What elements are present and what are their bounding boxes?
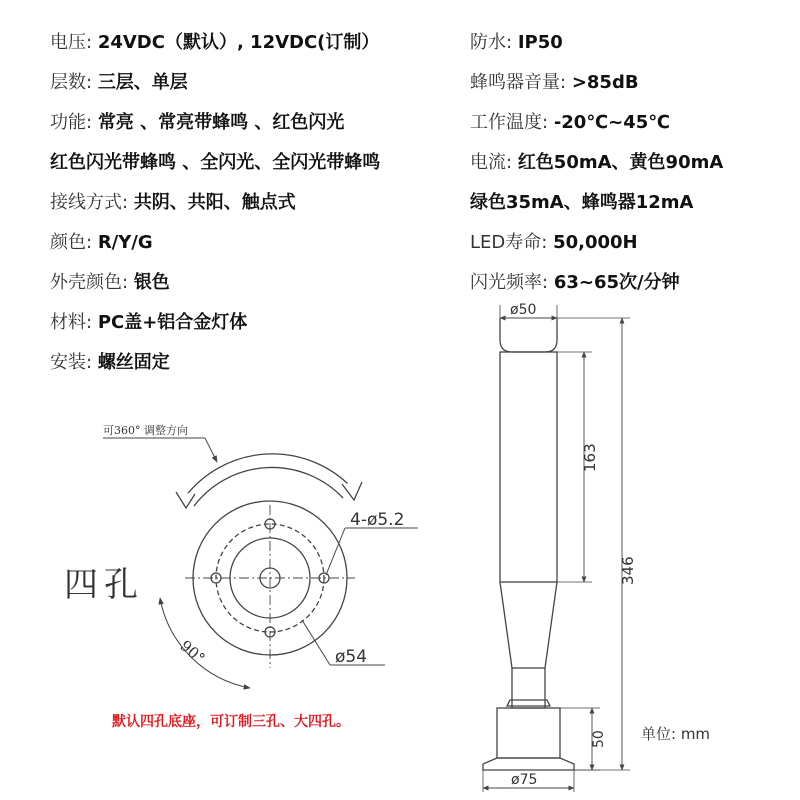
pole-collar	[507, 700, 550, 706]
spec-label: 接线方式:	[50, 192, 129, 213]
rotation-arrow-right	[342, 482, 362, 500]
spec-label: 材料:	[50, 312, 93, 333]
spec-value: 银色	[133, 272, 170, 293]
rotation-arc	[185, 454, 352, 497]
base-flange	[483, 758, 574, 770]
diameter-label: ø54	[335, 647, 368, 667]
unit-label: 单位: mm	[641, 725, 711, 743]
spec-label: 功能:	[50, 112, 93, 133]
spec-label: 蜂鸣器音量:	[470, 72, 567, 93]
spec-value: 螺丝固定	[97, 352, 170, 373]
rotate-label: 可360° 调整方向	[103, 424, 188, 437]
angle-label: 90°	[176, 636, 209, 668]
spec-value: 红色闪光带蜂鸣 、全闪光、全闪光带蜂鸣	[50, 152, 381, 173]
spec-label: 颜色:	[50, 232, 93, 253]
top-diameter-label: ø50	[510, 302, 537, 318]
lens-cap	[500, 318, 557, 352]
spec-value: 24VDC（默认）, 12VDC(订制）	[97, 32, 380, 53]
spec-label: 电流:	[470, 152, 513, 173]
spec-value: 三层、单层	[97, 72, 188, 93]
spec-label: 层数:	[50, 72, 93, 93]
spec-value: 红色50mA、黄色90mA	[517, 152, 724, 173]
spec-value: IP50	[517, 32, 563, 53]
spec-label: 电压:	[50, 32, 93, 53]
spec-value: 常亮 、常亮带蜂鸣 、红色闪光	[97, 112, 345, 133]
pole	[512, 668, 545, 708]
spec-label: 闪光频率:	[470, 272, 549, 293]
holes-name-label: 四孔	[64, 565, 144, 605]
spec-value: PC盖+铝合金灯体	[97, 312, 248, 333]
body-taper	[500, 582, 557, 668]
total-height-label: 346	[619, 556, 637, 585]
spec-label: 工作温度:	[470, 112, 549, 133]
spec-value: >85dB	[571, 72, 639, 93]
spec-label: LED寿命:	[470, 232, 548, 253]
spec-value: 绿色35mA、蜂鸣器12mA	[470, 192, 694, 213]
base-top-view	[64, 423, 418, 688]
base-height-label: 50	[591, 730, 607, 748]
rotation-arc-inner	[194, 467, 343, 506]
spec-label: 防水:	[470, 32, 513, 53]
spec-value: 50,000H	[553, 232, 638, 253]
custom-base-note: 默认四孔底座，可订制三孔、大四孔。	[112, 714, 350, 730]
spec-value: -20℃~45℃	[553, 112, 671, 133]
base-diameter-label: ø75	[511, 772, 538, 788]
spec-value: 共阴、共阳、触点式	[133, 192, 296, 213]
spec-label: 安装:	[50, 352, 93, 373]
spec-label: 外壳颜色:	[50, 272, 129, 293]
angle-arc	[160, 598, 250, 688]
side-view	[483, 302, 637, 792]
lens-body	[500, 352, 557, 582]
diameter-leader	[302, 620, 330, 665]
lens-height-label: 163	[581, 443, 599, 472]
holes-label: 4-ø5.2	[350, 510, 405, 530]
spec-value: R/Y/G	[97, 232, 153, 253]
spec-value: 63~65次/分钟	[553, 272, 680, 293]
rotation-arrow-left	[176, 492, 195, 508]
base-neck	[497, 708, 560, 758]
